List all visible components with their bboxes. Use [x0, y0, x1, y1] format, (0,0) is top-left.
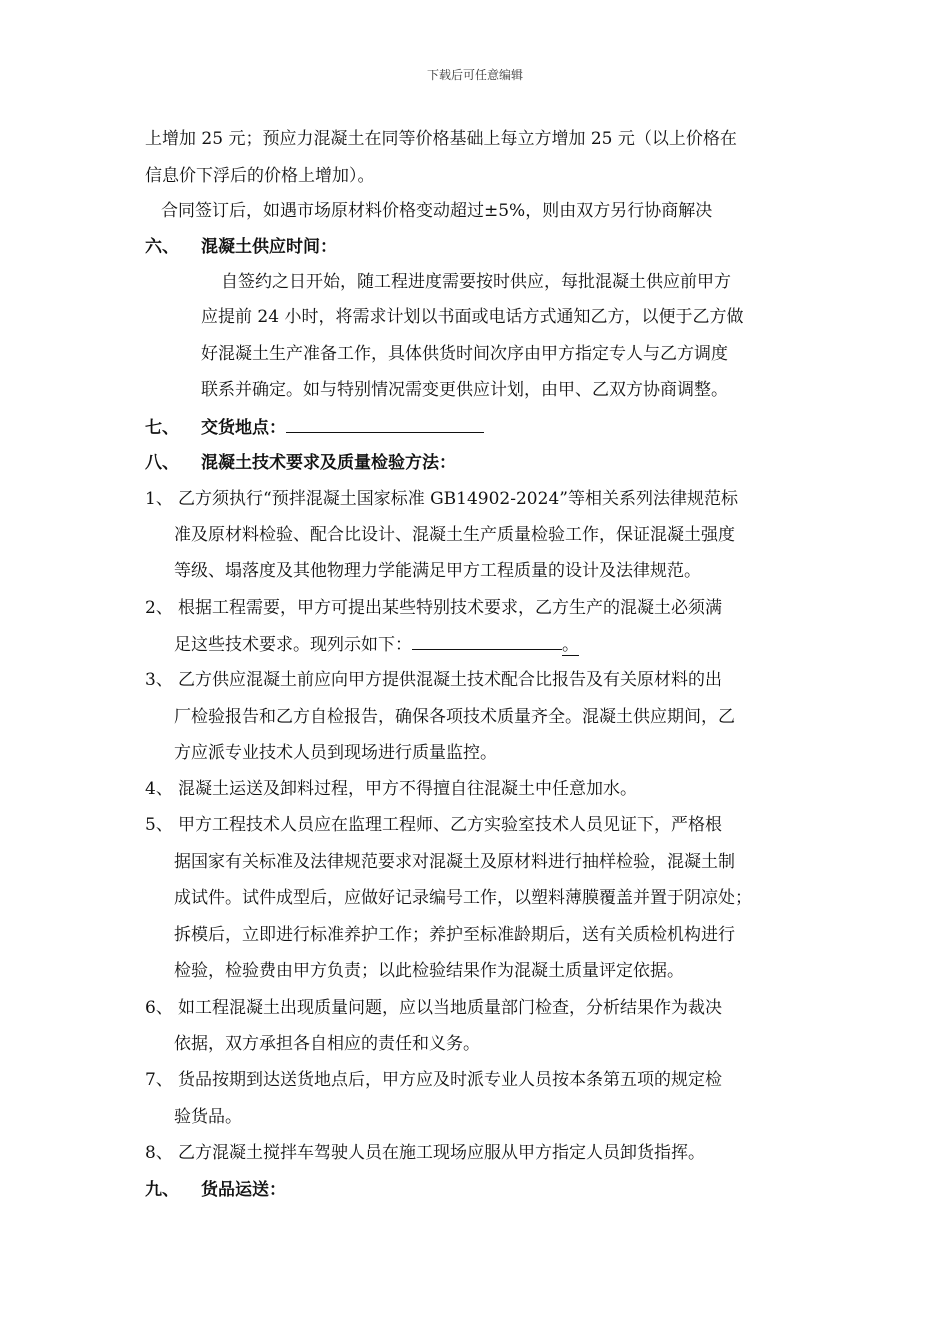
item-line: 依据，双方承担各自相应的责任和义务。 — [174, 1034, 480, 1054]
item-line-with-blank — [174, 633, 582, 656]
item-line: 足这些技术要求。现列示如下： — [174, 635, 412, 655]
section-title: 货品运送： — [201, 1180, 286, 1200]
item-line: 如工程混凝土出现质量问题，应以当地质量部门检查，分析结果作为裁决 — [178, 998, 722, 1018]
item-line: 货品按期到达送货地点后，甲方应及时派专业人员按本条第五项的规定检 — [178, 1070, 722, 1090]
item-line: 甲方工程技术人员应在监理工程师、乙方实验室技术人员见证下，严格根 — [178, 815, 722, 835]
list-item-6 — [145, 997, 722, 1019]
paragraph-line: 合同签订后，如遇市场原材料价格变动超过±5%，则由双方另行协商解决 — [161, 201, 713, 221]
item-line: 方应派专业技术人员到现场进行质量监控。 — [174, 743, 497, 763]
section-number: 九、 — [145, 1180, 179, 1200]
list-item-1 — [145, 488, 738, 510]
item-line: 等级、塌落度及其他物理力学能满足甲方工程质量的设计及法律规范。 — [174, 561, 701, 581]
paragraph-line: 信息价下浮后的价格上增加）。 — [145, 166, 375, 186]
section-body-line: 自签约之日开始，随工程进度需要按时供应，每批混凝土供应前甲方 — [221, 272, 731, 292]
section-number: 七、 — [145, 418, 179, 438]
item-line: 成试件。试件成型后，应做好记录编号工作，以塑料薄膜覆盖并置于阴凉处； — [174, 888, 752, 908]
item-line: 乙方须执行“预拌混凝土国家标准 GB14902-2024”等相关系列法律规范标 — [178, 489, 738, 509]
item-number: 5、 — [145, 815, 173, 835]
item-number: 7、 — [145, 1070, 173, 1090]
page-header: 下载后可任意编辑 — [426, 68, 523, 82]
item-line: 验货品。 — [174, 1107, 242, 1127]
list-item-7 — [145, 1069, 722, 1091]
list-item-2 — [145, 597, 722, 619]
item-line: 检验，检验费由甲方负责；以此检验结果作为混凝土质量评定依据。 — [174, 961, 684, 981]
list-item-5 — [145, 814, 722, 836]
item-number: 2、 — [145, 598, 173, 618]
blank-tail: 。 — [562, 635, 579, 655]
section-body-line: 好混凝土生产准备工作，具体供货时间次序由甲方指定专人与乙方调度 — [201, 344, 728, 364]
list-item-3 — [145, 669, 722, 691]
item-line: 混凝土运送及卸料过程，甲方不得擅自往混凝土中任意加水。 — [178, 779, 637, 799]
item-line: 根据工程需要，甲方可提出某些特别技术要求，乙方生产的混凝土必须满 — [178, 598, 722, 618]
item-number: 6、 — [145, 998, 173, 1018]
item-line: 厂检验报告和乙方自检报告，确保各项技术质量齐全。混凝土供应期间，乙 — [174, 707, 735, 727]
section-heading-9 — [145, 1179, 286, 1201]
list-item-8 — [145, 1142, 705, 1164]
section-number: 六、 — [145, 237, 179, 257]
item-line: 拆模后，立即进行标准养护工作；养护至标准龄期后，送有关质检机构进行 — [174, 925, 735, 945]
section-title: 混凝土技术要求及质量检验方法： — [201, 453, 456, 473]
section-title: 交货地点： — [201, 418, 286, 438]
section-title: 混凝土供应时间： — [201, 237, 337, 257]
section-heading-6 — [145, 236, 337, 258]
section-heading-7 — [145, 416, 484, 439]
delivery-location-blank[interactable] — [286, 416, 484, 433]
paragraph-line: 上增加 25 元；预应力混凝土在同等价格基础上每立方增加 25 元（以上价格在 — [145, 129, 737, 149]
section-number: 八、 — [145, 453, 179, 473]
item-number: 8、 — [145, 1143, 173, 1163]
item-line: 乙方供应混凝土前应向甲方提供混凝土技术配合比报告及有关原材料的出 — [178, 670, 722, 690]
list-item-4 — [145, 778, 637, 800]
item-line: 准及原材料检验、配合比设计、混凝土生产质量检验工作，保证混凝土强度 — [174, 525, 735, 545]
item-line: 乙方混凝土搅拌车驾驶人员在施工现场应服从甲方指定人员卸货指挥。 — [178, 1143, 705, 1163]
item-line: 据国家有关标准及法律规范要求对混凝土及原材料进行抽样检验，混凝土制 — [174, 852, 735, 872]
item-number: 3、 — [145, 670, 173, 690]
item-number: 1、 — [145, 489, 173, 509]
requirements-blank[interactable] — [412, 633, 582, 655]
section-body-line: 应提前 24 小时，将需求计划以书面或电话方式通知乙方，以便于乙方做 — [201, 307, 744, 327]
section-heading-8 — [145, 452, 456, 474]
item-number: 4、 — [145, 779, 173, 799]
section-body-line: 联系并确定。如与特别情况需变更供应计划，由甲、乙双方协商调整。 — [201, 380, 728, 400]
